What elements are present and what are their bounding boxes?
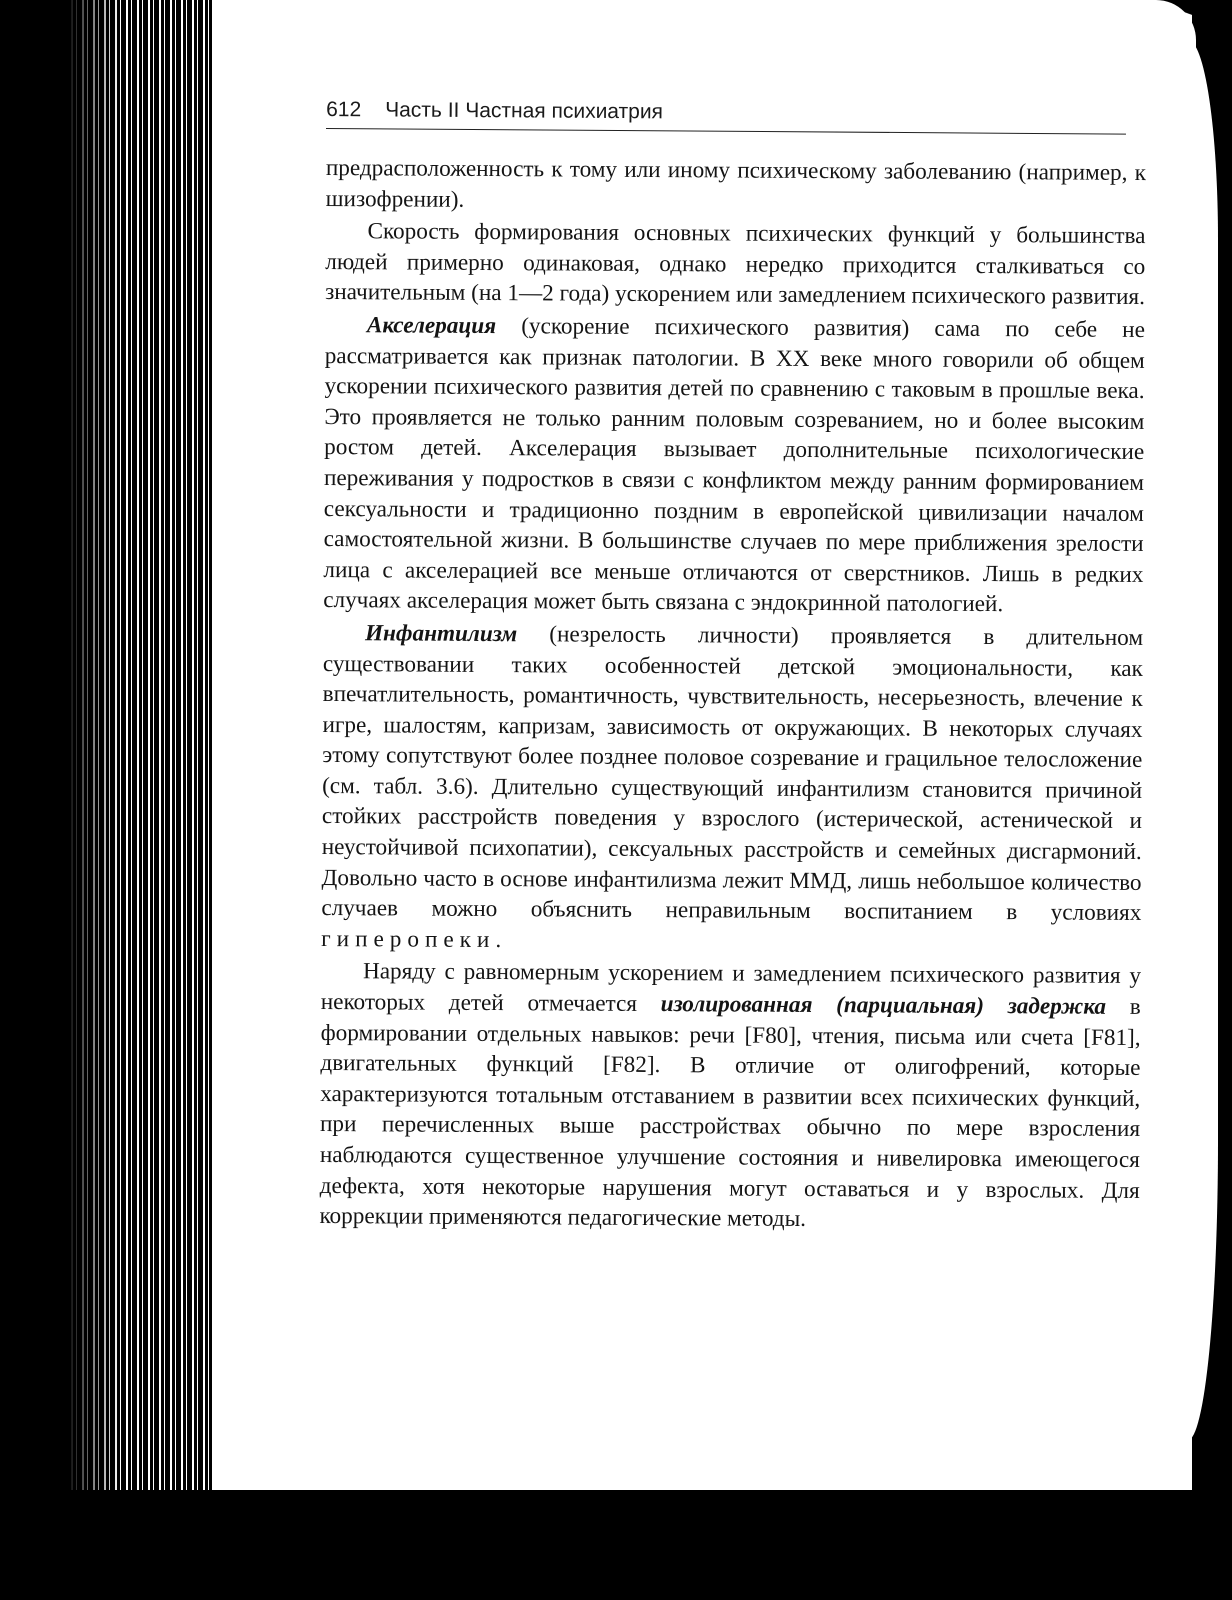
term-partial-delay: изолированная (парциальная) задержка (660, 991, 1107, 1020)
page-curl-edge (1178, 40, 1218, 1440)
paragraph-text: (ускорение психического развития) сама по себе не рассматривается как признак патологии. В XX веке много говорили об общем ускорении психического развития детей по сравнению с таковым в прошлые века. Это проявляется не только ранним половым созреванием, но и более высоким ростом детей. Акселерация вызывает дополнительные психологические переживания у подростков в связи с конфликтом между ранним формированием сексуальности и традиционно поздним в европейской цивилизации началом самостоятельной жизни. В большинстве случаев по мере приближения зрелости лица с акселерацией все меньше отличаются от сверстников. Лишь в редких случаях акселерация может быть связана с эндокринной патологией. (323, 313, 1146, 618)
paragraph-text: в формировании отдельных навыков: речи [F80], чтения, письма или счета [F81], двигательных функций [F82]. В отличие от олигофрений, которые характеризуются тотальным отставанием в развитии всех психических функций, при перечисленных выше расстройствах обычно по мере взросления наблюдаются существенное улучшение состояния и нивелировка имеющегося дефекта, хотя некоторые нарушения могут оставаться и у взрослых. Для коррекции применяются педагогические методы. (319, 993, 1141, 1233)
paragraph-partial-delay (319, 956, 1141, 1236)
scan-bottom-border (0, 1490, 1232, 1600)
body-text (319, 153, 1146, 1237)
paragraph-text: Скорость формирования основных психических функций у большинства людей примерно одинаковая, однако нередко приходится сталкиваться со значительным (на 1—2 года) ускорением или замедлением психического развития. (325, 218, 1146, 311)
page-content (319, 96, 1146, 1234)
term-acceleration: Акселерация (366, 312, 497, 340)
paragraph-acceleration (323, 310, 1145, 621)
paragraph-text-before: Наряду с равномерным ускорением и замедлением психического развития у некоторых детей отмечается (320, 958, 1142, 1018)
term-infantilism: Инфантилизм (364, 620, 518, 648)
running-head (326, 96, 1126, 135)
spaced-term-hyperprotection: гиперопеки (321, 925, 496, 953)
paragraph-text: (незрелость личности) проявляется в длительном существовании таких особенностей детской эмоциональности, как впечатлительность, романтичность, чувствительность, несерьезность, влечение к игре, шалостям, капризам, зависимость от окружающих. В некоторых случаях этому сопутствуют более позднее половое созревание и грацильное телосложение (см. табл. 3.6). Длительно существующий инфантилизм становится причиной стойких расстройств поведения у взрослого (истерической, астенической и неустойчивой психопатии), сексуальных расстройств и семейных дисгармоний. Довольно часто в основе инфантилизма лежит ММД, лишь небольшое количество случаев можно объяснить неправильным воспитанием в условиях (321, 621, 1144, 927)
paragraph-text: предрасположенность к тому или иному психическому заболеванию (например, к шизофрении). (325, 154, 1146, 213)
paragraph-tail: . (495, 926, 502, 953)
paragraph-development-speed (325, 216, 1146, 313)
paragraph-infantilism (321, 618, 1143, 960)
page-number: 612 (326, 98, 362, 122)
book-spine-shadow (0, 0, 120, 1600)
running-title: Часть II Частная психиатрия (385, 98, 664, 124)
paragraph-continuation (326, 153, 1146, 219)
